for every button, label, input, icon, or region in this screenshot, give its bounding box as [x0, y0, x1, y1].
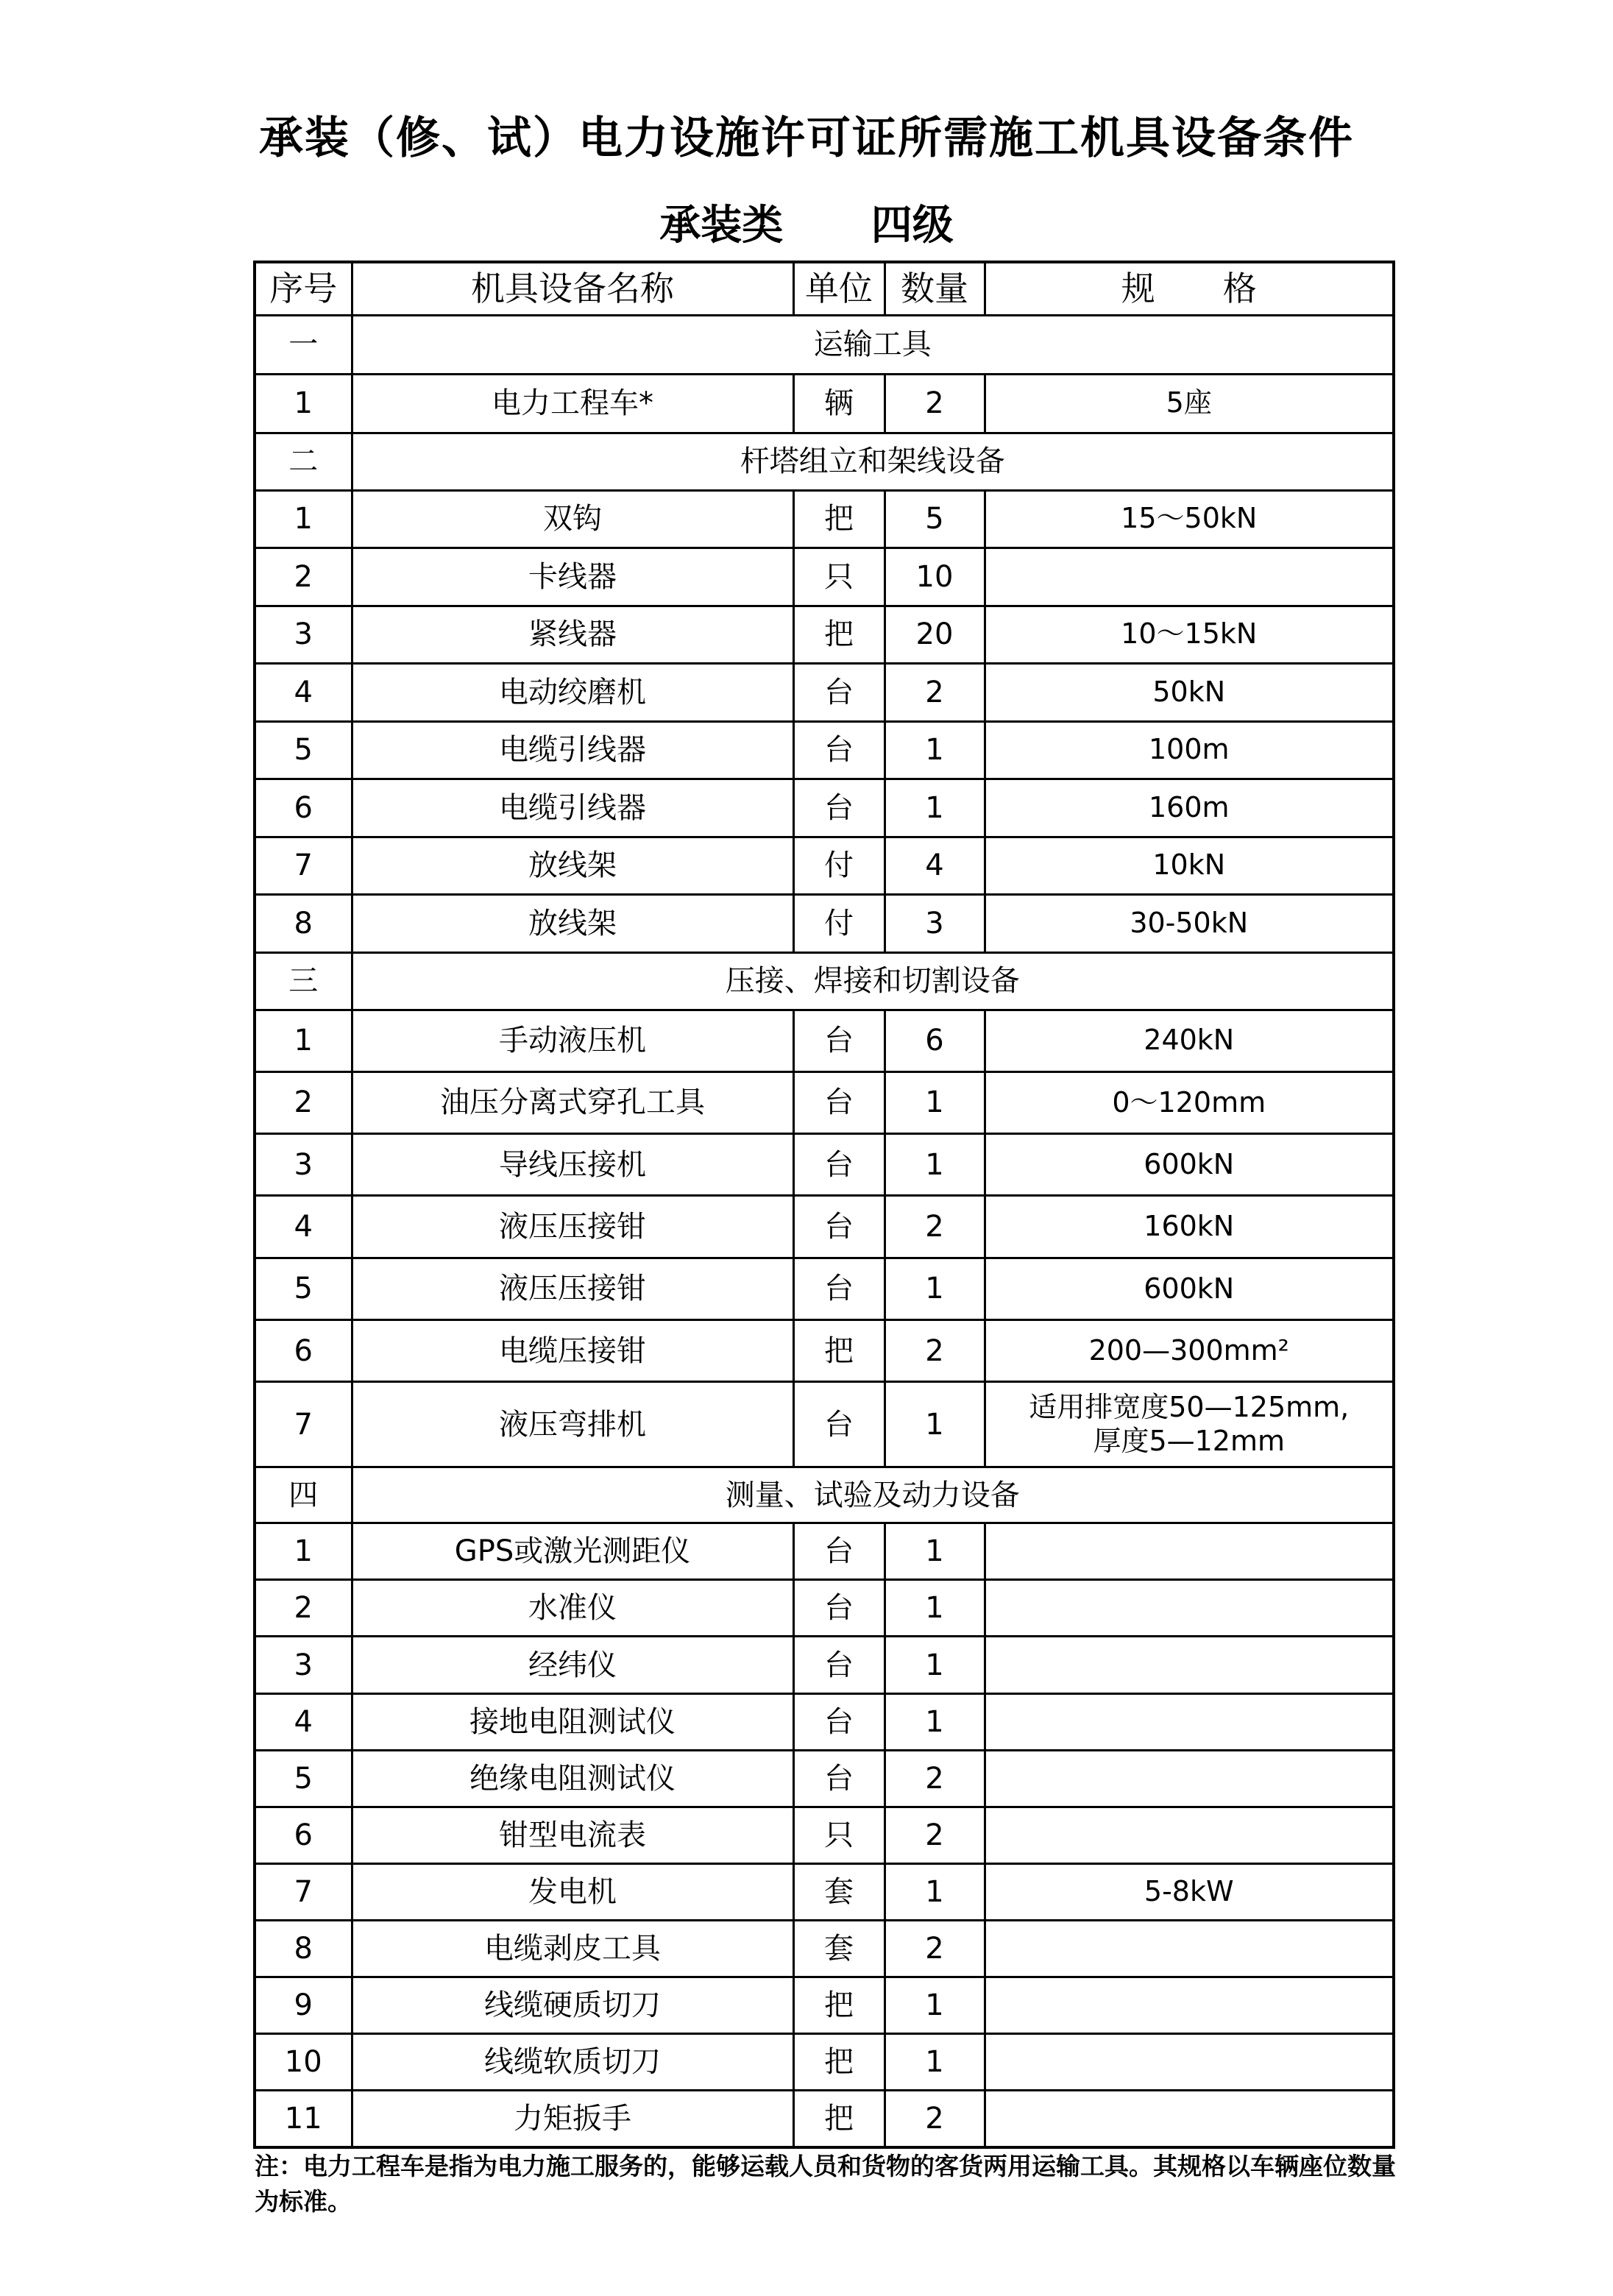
- item-name: 电缆剥皮工具: [352, 1920, 793, 1977]
- item-spec: 100m: [985, 721, 1394, 779]
- document-title: 承装（修、试）电力设施许可证所需施工机具设备条件: [259, 113, 1354, 164]
- item-quantity: 2: [885, 1920, 985, 1977]
- item-quantity: 20: [885, 606, 985, 664]
- item-spec: [985, 2091, 1394, 2147]
- item-spec: 5座: [985, 374, 1394, 433]
- header-spec: 规 格: [985, 262, 1394, 315]
- item-quantity: 1: [885, 1071, 985, 1133]
- item-number: 3: [255, 606, 352, 664]
- table-row: [255, 1807, 1394, 1863]
- item-name: 发电机: [352, 1863, 793, 1920]
- header-index: 序号: [255, 262, 352, 315]
- item-quantity: 1: [885, 721, 985, 779]
- item-name: 线缆硬质切刀: [352, 1977, 793, 2034]
- item-name: 导线压接机: [352, 1134, 793, 1196]
- item-name: 放线架: [352, 837, 793, 895]
- table-row: [255, 548, 1394, 606]
- item-spec: [985, 1637, 1394, 1693]
- item-number: 5: [255, 721, 352, 779]
- item-name: GPS或激光测距仪: [352, 1523, 793, 1580]
- table-row: [255, 374, 1394, 433]
- item-number: 2: [255, 548, 352, 606]
- table-row: [255, 490, 1394, 548]
- header-unit: 单位: [793, 262, 885, 315]
- item-spec: [985, 1580, 1394, 1637]
- table-row: [255, 837, 1394, 895]
- section-row: [255, 433, 1394, 490]
- section-row: [255, 1467, 1394, 1523]
- item-number: 6: [255, 1807, 352, 1863]
- item-unit: 把: [793, 1319, 885, 1381]
- item-spec: 10kN: [985, 837, 1394, 895]
- item-unit: 台: [793, 1071, 885, 1133]
- header-name: 机具设备名称: [352, 262, 793, 315]
- item-spec: 200—300mm²: [985, 1319, 1394, 1381]
- item-quantity: 1: [885, 1977, 985, 2034]
- section-number: 二: [255, 433, 352, 490]
- document-subtitle: [0, 193, 1613, 252]
- item-number: 1: [255, 374, 352, 433]
- item-quantity: 1: [885, 1580, 985, 1637]
- item-unit: 把: [793, 1977, 885, 2034]
- item-unit: 台: [793, 1523, 885, 1580]
- item-quantity: 1: [885, 1863, 985, 1920]
- item-unit: 台: [793, 1580, 885, 1637]
- item-unit: 台: [793, 1196, 885, 1258]
- table-row: [255, 1319, 1394, 1381]
- item-number: 1: [255, 490, 352, 548]
- item-number: 4: [255, 664, 352, 722]
- item-spec: [985, 1693, 1394, 1750]
- table-row: [255, 1382, 1394, 1467]
- item-spec: 600kN: [985, 1258, 1394, 1319]
- item-quantity: 2: [885, 664, 985, 722]
- item-name: 电缆引线器: [352, 721, 793, 779]
- table-row: [255, 1977, 1394, 2034]
- item-number: 10: [255, 2034, 352, 2091]
- item-name: 卡线器: [352, 548, 793, 606]
- item-name: 紧线器: [352, 606, 793, 664]
- item-number: 2: [255, 1580, 352, 1637]
- item-spec: [985, 1523, 1394, 1580]
- table-row: [255, 1196, 1394, 1258]
- item-unit: 台: [793, 1010, 885, 1071]
- item-unit: 台: [793, 1382, 885, 1467]
- item-number: 7: [255, 1863, 352, 1920]
- item-name: 放线架: [352, 895, 793, 953]
- item-unit: 辆: [793, 374, 885, 433]
- item-spec: 10～15kN: [985, 606, 1394, 664]
- item-quantity: 5: [885, 490, 985, 548]
- section-title: 压接、焊接和切割设备: [352, 952, 1394, 1010]
- item-quantity: 1: [885, 1134, 985, 1196]
- item-number: 3: [255, 1637, 352, 1693]
- item-number: 6: [255, 1319, 352, 1381]
- item-number: 1: [255, 1010, 352, 1071]
- header-qty: 数量: [885, 262, 985, 315]
- item-unit: 台: [793, 721, 885, 779]
- table-row: [255, 664, 1394, 722]
- item-name: 钳型电流表: [352, 1807, 793, 1863]
- item-spec: 适用排宽度50—125mm, 厚度5—12mm: [985, 1382, 1394, 1467]
- item-unit: 套: [793, 1863, 885, 1920]
- item-quantity: 1: [885, 2034, 985, 2091]
- section-number: 四: [255, 1467, 352, 1523]
- item-name: 接地电阻测试仪: [352, 1693, 793, 1750]
- item-spec: [985, 548, 1394, 606]
- item-name: 绝缘电阻测试仪: [352, 1750, 793, 1807]
- item-unit: 把: [793, 2034, 885, 2091]
- item-unit: 台: [793, 779, 885, 837]
- footnote: 注：电力工程车是指为电力施工服务的，能够运载人员和货物的客货两用运输工具。其规格以车辆座位数量为标准。: [255, 2152, 1396, 2216]
- table-row: [255, 2091, 1394, 2147]
- item-name: 线缆软质切刀: [352, 2034, 793, 2091]
- item-name: 水准仪: [352, 1580, 793, 1637]
- item-unit: 台: [793, 1134, 885, 1196]
- item-quantity: 3: [885, 895, 985, 953]
- item-unit: 台: [793, 1637, 885, 1693]
- item-name: 电缆引线器: [352, 779, 793, 837]
- item-unit: 把: [793, 606, 885, 664]
- item-number: 1: [255, 1523, 352, 1580]
- item-spec: [985, 1920, 1394, 1977]
- table-row: [255, 1750, 1394, 1807]
- table-row: [255, 895, 1394, 953]
- section-number: 一: [255, 315, 352, 374]
- table-row: [255, 779, 1394, 837]
- item-name: 液压压接钳: [352, 1196, 793, 1258]
- item-quantity: 2: [885, 1807, 985, 1863]
- section-row: [255, 952, 1394, 1010]
- item-quantity: 2: [885, 374, 985, 433]
- item-quantity: 2: [885, 1750, 985, 1807]
- item-name: 液压弯排机: [352, 1382, 793, 1467]
- table-row: [255, 1580, 1394, 1637]
- item-unit: 只: [793, 1807, 885, 1863]
- item-number: 11: [255, 2091, 352, 2147]
- equipment-table: [253, 261, 1395, 2149]
- table-row: [255, 1258, 1394, 1319]
- table-row: [255, 721, 1394, 779]
- item-spec: 50kN: [985, 664, 1394, 722]
- item-spec: 0～120mm: [985, 1071, 1394, 1133]
- item-quantity: 1: [885, 1258, 985, 1319]
- item-spec: [985, 1977, 1394, 2034]
- section-title: 运输工具: [352, 315, 1394, 374]
- table-row: [255, 1523, 1394, 1580]
- item-unit: 付: [793, 837, 885, 895]
- item-spec: [985, 1807, 1394, 1863]
- category-label: 承装类: [659, 202, 784, 249]
- item-quantity: 2: [885, 1196, 985, 1258]
- item-spec: 30-50kN: [985, 895, 1394, 953]
- item-spec: 160kN: [985, 1196, 1394, 1258]
- item-unit: 把: [793, 2091, 885, 2147]
- item-spec: 240kN: [985, 1010, 1394, 1071]
- section-title: 杆塔组立和架线设备: [352, 433, 1394, 490]
- table-row: [255, 1920, 1394, 1977]
- item-quantity: 1: [885, 1693, 985, 1750]
- item-name: 电力工程车*: [352, 374, 793, 433]
- item-unit: 台: [793, 1693, 885, 1750]
- item-quantity: 1: [885, 1382, 985, 1467]
- item-number: 5: [255, 1750, 352, 1807]
- item-spec: [985, 2034, 1394, 2091]
- item-number: 8: [255, 895, 352, 953]
- item-spec: 15～50kN: [985, 490, 1394, 548]
- item-number: 2: [255, 1071, 352, 1133]
- item-number: 8: [255, 1920, 352, 1977]
- item-number: 7: [255, 1382, 352, 1467]
- table-row: [255, 2034, 1394, 2091]
- item-name: 经纬仪: [352, 1637, 793, 1693]
- item-spec: 160m: [985, 779, 1394, 837]
- item-spec: 600kN: [985, 1134, 1394, 1196]
- table-row: [255, 1010, 1394, 1071]
- item-unit: 付: [793, 895, 885, 953]
- table-row: [255, 606, 1394, 664]
- item-quantity: 1: [885, 1637, 985, 1693]
- item-quantity: 2: [885, 2091, 985, 2147]
- item-unit: 台: [793, 664, 885, 722]
- item-unit: 只: [793, 548, 885, 606]
- item-name: 电动绞磨机: [352, 664, 793, 722]
- item-spec: [985, 1750, 1394, 1807]
- item-unit: 台: [793, 1750, 885, 1807]
- section-title: 测量、试验及动力设备: [352, 1467, 1394, 1523]
- item-quantity: 1: [885, 1523, 985, 1580]
- item-quantity: 10: [885, 548, 985, 606]
- section-number: 三: [255, 952, 352, 1010]
- item-unit: 台: [793, 1258, 885, 1319]
- item-spec: 5-8kW: [985, 1863, 1394, 1920]
- item-name: 力矩扳手: [352, 2091, 793, 2147]
- item-name: 液压压接钳: [352, 1258, 793, 1319]
- table-row: [255, 1693, 1394, 1750]
- item-number: 4: [255, 1693, 352, 1750]
- level-label: 四级: [871, 202, 954, 249]
- item-name: 电缆压接钳: [352, 1319, 793, 1381]
- section-row: [255, 315, 1394, 374]
- item-number: 6: [255, 779, 352, 837]
- item-quantity: 6: [885, 1010, 985, 1071]
- item-quantity: 2: [885, 1319, 985, 1381]
- item-number: 3: [255, 1134, 352, 1196]
- header-row: [255, 262, 1394, 315]
- item-name: 双钩: [352, 490, 793, 548]
- table-row: [255, 1134, 1394, 1196]
- item-quantity: 4: [885, 837, 985, 895]
- item-unit: 把: [793, 490, 885, 548]
- item-number: 7: [255, 837, 352, 895]
- item-unit: 套: [793, 1920, 885, 1977]
- table-row: [255, 1637, 1394, 1693]
- item-name: 油压分离式穿孔工具: [352, 1071, 793, 1133]
- item-number: 9: [255, 1977, 352, 2034]
- item-number: 5: [255, 1258, 352, 1319]
- item-quantity: 1: [885, 779, 985, 837]
- item-number: 4: [255, 1196, 352, 1258]
- table-row: [255, 1071, 1394, 1133]
- table-row: [255, 1863, 1394, 1920]
- item-name: 手动液压机: [352, 1010, 793, 1071]
